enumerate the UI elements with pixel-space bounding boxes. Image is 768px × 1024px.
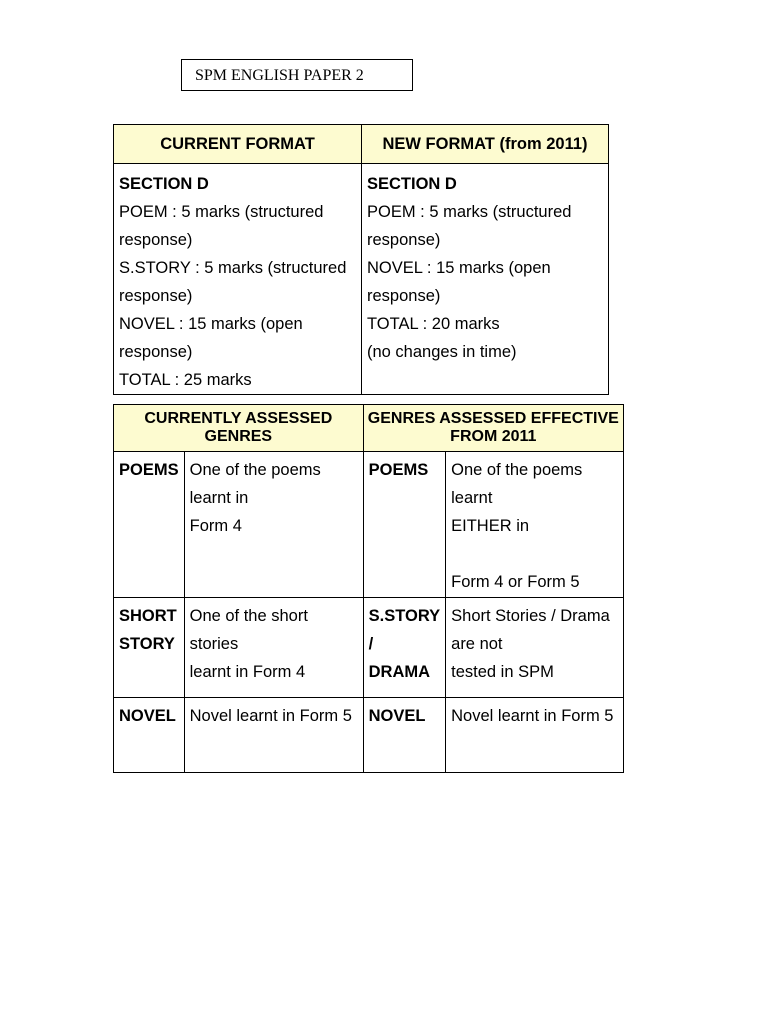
new-total-line: TOTAL : 20 marks xyxy=(367,315,500,333)
genre-desc-line: One of the poems learnt xyxy=(451,461,583,507)
genre-label-line: S.STORY xyxy=(368,607,441,625)
genre-label-line: SHORT xyxy=(119,607,177,625)
genre-desc-line: One of the short stories xyxy=(189,607,308,653)
genre-desc-line: learnt in Form 4 xyxy=(189,663,306,681)
current-story-line-cont: response) xyxy=(119,287,193,305)
new-novel-line: NOVEL : 15 marks (open response) xyxy=(367,259,551,305)
format-table xyxy=(113,124,609,395)
genre-label-current: POEMS xyxy=(114,452,185,598)
current-story-line: S.STORY : 5 marks (structured xyxy=(119,259,347,277)
current-poem-line-cont: response) xyxy=(119,231,193,249)
genre-label-line: / xyxy=(368,635,374,653)
table-row xyxy=(114,598,624,698)
genres-table xyxy=(113,404,624,773)
genre-desc-line: Short Stories / Drama are not xyxy=(451,607,610,653)
current-format-cell xyxy=(114,164,362,395)
genre-desc-current xyxy=(184,452,363,598)
genre-label-line: DRAMA xyxy=(368,663,431,681)
genre-label-new: NOVEL xyxy=(363,698,446,773)
header-currently-assessed: CURRENTLY ASSESSED GENRES xyxy=(114,405,364,452)
genre-label-current: NOVEL xyxy=(114,698,185,773)
current-total-line: TOTAL : 25 marks xyxy=(119,371,252,389)
new-poem-line: POEM : 5 marks (structured xyxy=(367,203,572,221)
genre-desc-line: tested in SPM xyxy=(451,663,554,681)
new-format-cell xyxy=(362,164,609,395)
table-row xyxy=(114,698,624,773)
new-poem-line-cont: response) xyxy=(367,231,441,249)
header-assessed-2011: GENRES ASSESSED EFFECTIVE FROM 2011 xyxy=(363,405,623,452)
new-section-label: SECTION D xyxy=(367,175,457,193)
genre-label-new xyxy=(363,598,446,698)
genre-desc-new: Novel learnt in Form 5 xyxy=(446,698,624,773)
table-row xyxy=(114,452,624,598)
genre-label-current xyxy=(114,598,185,698)
new-time-note: (no changes in time) xyxy=(367,343,517,361)
current-novel-line: NOVEL : 15 marks (open response) xyxy=(119,315,303,361)
genre-desc-current xyxy=(184,598,363,698)
genre-desc-line: Form 4 xyxy=(189,517,242,535)
genre-desc-new xyxy=(446,452,624,598)
genre-desc-current: Novel learnt in Form 5 xyxy=(184,698,363,773)
genre-label-new: POEMS xyxy=(363,452,446,598)
genre-label-line: STORY xyxy=(119,635,175,653)
genre-desc-line: One of the poems learnt in xyxy=(189,461,321,507)
genre-desc-line: EITHER in xyxy=(451,517,530,535)
genre-desc-line: Form 4 or Form 5 xyxy=(451,573,580,591)
header-new-format: NEW FORMAT (from 2011) xyxy=(362,125,609,164)
current-poem-line: POEM : 5 marks (structured xyxy=(119,203,324,221)
genre-desc-new xyxy=(446,598,624,698)
current-section-label: SECTION D xyxy=(119,175,209,193)
header-current-format: CURRENT FORMAT xyxy=(114,125,362,164)
page-title: SPM ENGLISH PAPER 2 xyxy=(181,59,413,91)
